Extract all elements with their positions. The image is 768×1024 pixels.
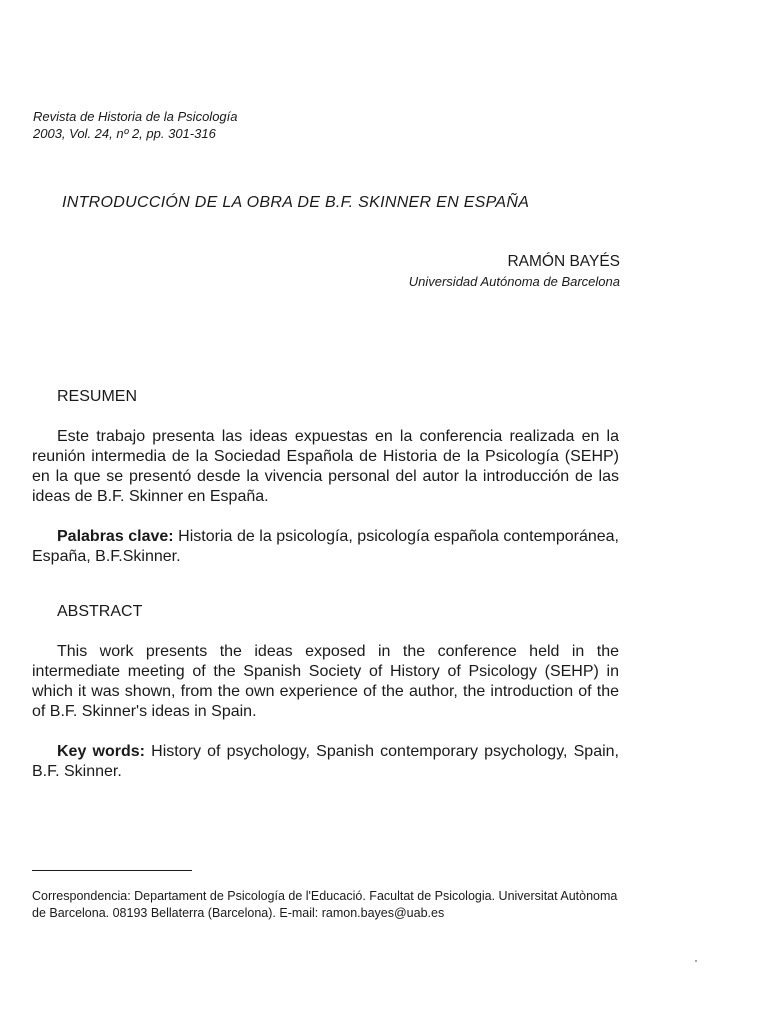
- resumen-keywords-label: Palabras clave:: [57, 528, 174, 545]
- journal-name: Revista de Historia de la Psicología: [33, 109, 238, 124]
- resumen-keywords-text: Historia de la psicología, psicología española contemporánea, España, B.F.Skinner.: [32, 528, 619, 565]
- author-name: RAMÓN BAYÉS: [507, 253, 620, 270]
- abstract-keywords: [32, 742, 619, 782]
- scan-speck: [695, 960, 697, 962]
- resumen-keywords: [32, 527, 619, 567]
- author-affiliation: Universidad Autónoma de Barcelona: [408, 274, 620, 289]
- journal-citation: 2003, Vol. 24, nº 2, pp. 301-316: [33, 126, 216, 141]
- article-title: INTRODUCCIÓN DE LA OBRA DE B.F. SKINNER EN ESPAÑA: [62, 194, 530, 211]
- resumen-heading: RESUMEN: [57, 388, 138, 405]
- abstract-heading: ABSTRACT: [57, 603, 143, 620]
- abstract-body: This work presents the ideas exposed in the conference held in the intermediate meeting of the Spanish Society of History of Psicology (SEHP) in which it was shown, from the own experience of the author, the introduction of the of B.F. Skinner's ideas in Spain.: [32, 643, 619, 720]
- footnote-rule: [32, 870, 192, 871]
- resumen-body: Este trabajo presenta las ideas expuestas en la conferencia realizada en la reunión intermedia de la Sociedad Española de Historia de la Psicología (SEHP) en la que se presentó desde la vivencia personal del autor la introducción de las ideas de B.F. Skinner en España.: [32, 428, 619, 505]
- footnote-correspondence: Correspondencia: Departament de Psicología de l'Educació. Facultat de Psicologia. Universitat Autònoma de Barcelona. 08193 Bellaterra (Barcelona). E-mail: ramon.bayes@uab.es: [32, 889, 618, 920]
- abstract-keywords-text: History of psychology, Spanish contemporary psychology, Spain, B.F. Skinner.: [32, 743, 619, 780]
- abstract-keywords-label: Key words:: [57, 743, 145, 760]
- journal-header: [33, 108, 238, 142]
